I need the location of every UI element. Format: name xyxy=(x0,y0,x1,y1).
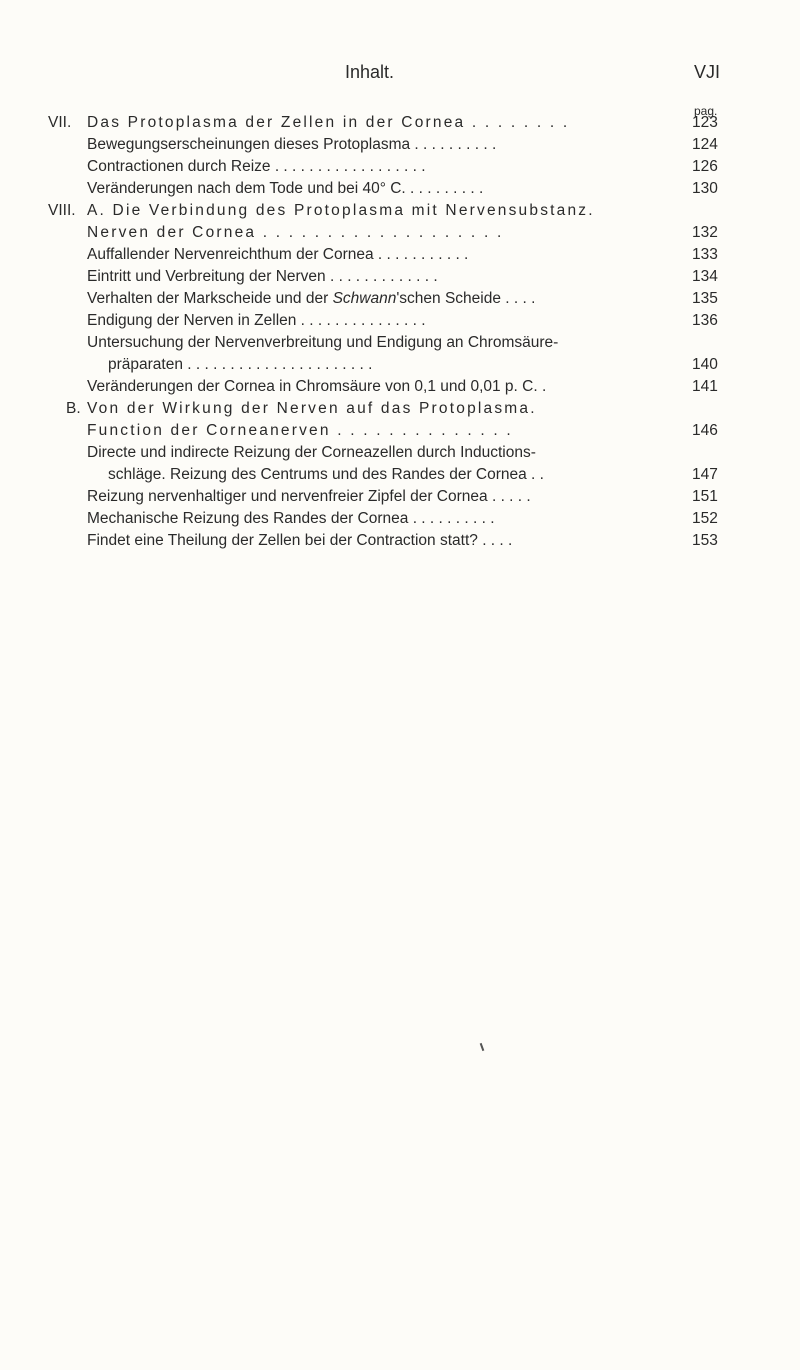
paper-speck xyxy=(480,1043,485,1051)
toc-row xyxy=(0,442,800,464)
toc-row xyxy=(0,376,800,398)
entry-title: Directe und indirecte Reizung der Corneazellen durch Inductions- xyxy=(87,444,536,461)
toc-row xyxy=(0,310,800,332)
section-title: Von der Wirkung der Nerven auf das Protoplasma. xyxy=(87,400,537,417)
entry-title: Eintritt und Verbreitung der Nerven . . . . . . . . . . . . . xyxy=(87,268,438,285)
entry-title: Contractionen durch Reize . . . . . . . . . . . . . . . . . . xyxy=(87,158,426,175)
toc-row xyxy=(0,288,800,310)
entry-title: Auffallender Nervenreichthum der Cornea . . . . . . . . . . . xyxy=(87,246,469,263)
page-ref: 135 xyxy=(692,290,718,307)
page-ref: 133 xyxy=(692,246,718,263)
entry-title-continued: schläge. Reizung des Centrums und des Randes der Cornea . . xyxy=(108,466,544,483)
chapter-title: A. Die Verbindung des Protoplasma mit Nervensubstanz. xyxy=(87,202,595,219)
page-ref: 134 xyxy=(692,268,718,285)
page-ref: 123 xyxy=(692,114,718,131)
toc-row xyxy=(0,508,800,530)
page-ref: 130 xyxy=(692,180,718,197)
entry-title: Untersuchung der Nervenverbreitung und Endigung an Chromsäure- xyxy=(87,334,559,351)
toc-row xyxy=(0,420,800,442)
entry-title: Mechanische Reizung des Randes der Cornea . . . . . . . . . . xyxy=(87,510,495,527)
page-ref: 153 xyxy=(692,532,718,549)
section-title: Function der Corneanerven . . . . . . . . . . . . . . xyxy=(87,422,513,439)
toc-row xyxy=(0,134,800,156)
page-ref: 147 xyxy=(692,466,718,483)
page-ref: 124 xyxy=(692,136,718,153)
entry-title: Veränderungen nach dem Tode und bei 40° C. . . . . . . . . . xyxy=(87,180,484,197)
chapter-number: VIII. xyxy=(48,202,76,219)
entry-title: Findet eine Theilung der Zellen bei der Contraction statt? . . . . xyxy=(87,532,513,549)
toc-row xyxy=(0,200,800,222)
toc-row xyxy=(0,156,800,178)
page-ref: 151 xyxy=(692,488,718,505)
page-ref: 136 xyxy=(692,312,718,329)
toc-row xyxy=(0,222,800,244)
page-ref: 126 xyxy=(692,158,718,175)
page-header xyxy=(0,62,800,90)
toc-row xyxy=(0,266,800,288)
entry-title: Bewegungserscheinungen dieses Protoplasma . . . . . . . . . . xyxy=(87,136,497,153)
entry-title xyxy=(87,288,535,310)
toc-row xyxy=(0,332,800,354)
toc-row xyxy=(0,244,800,266)
entry-title: Endigung der Nerven in Zellen . . . . . . . . . . . . . . . xyxy=(87,312,426,329)
page-ref: 132 xyxy=(692,224,718,241)
toc-row xyxy=(0,464,800,486)
entry-title: Veränderungen der Cornea in Chromsäure von 0,1 und 0,01 p. C. . xyxy=(87,378,547,395)
entry-title-continued: präparaten . . . . . . . . . . . . . . . . . . . . . . xyxy=(108,356,373,373)
entry-title-emphasis: Schwann xyxy=(332,290,397,307)
toc-row xyxy=(0,398,800,420)
entry-title-post: 'schen Scheide . . . . xyxy=(396,290,536,307)
header-title: Inhalt. xyxy=(345,62,395,82)
entry-title-pre: Verhalten der Markscheide und der xyxy=(87,290,333,307)
chapter-title: Das Protoplasma der Zellen in der Cornea . . . . . . . . xyxy=(87,114,570,131)
entry-title: Reizung nervenhaltiger und nervenfreier Zipfel der Cornea . . . . . xyxy=(87,488,531,505)
toc-row xyxy=(0,486,800,508)
pag-label: pag. xyxy=(694,104,718,118)
section-letter: B. xyxy=(66,400,81,417)
page-ref: 140 xyxy=(692,356,718,373)
toc-row xyxy=(0,354,800,376)
chapter-number: VII. xyxy=(48,114,72,131)
page-ref: 146 xyxy=(692,422,718,439)
page-ref: 152 xyxy=(692,510,718,527)
page-ref: 141 xyxy=(692,378,718,395)
section-title: Nerven der Cornea . . . . . . . . . . . . . . . . . . . xyxy=(87,224,504,241)
table-of-contents xyxy=(0,112,800,552)
toc-row xyxy=(0,530,800,552)
toc-row xyxy=(0,178,800,200)
toc-row xyxy=(0,112,800,134)
header-page-number: VJI xyxy=(694,62,721,82)
